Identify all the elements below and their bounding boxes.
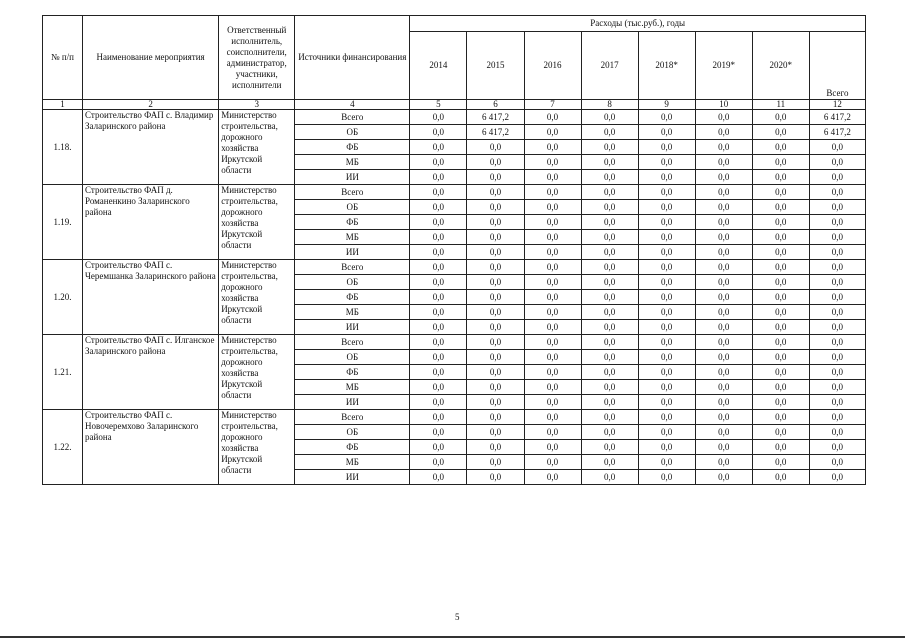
funding-source: ИИ: [295, 170, 410, 185]
column-number: 7: [524, 100, 581, 110]
year-value: 0,0: [695, 200, 752, 215]
total-value: 0,0: [809, 425, 865, 440]
table-row: [43, 110, 866, 125]
year-value: 0,0: [695, 140, 752, 155]
year-value: 0,0: [410, 305, 467, 320]
year-value: 0,0: [581, 440, 638, 455]
header-responsible: Ответственный исполнитель, соисполнители, администратор, участники, исполнители: [219, 16, 295, 100]
year-value: 0,0: [695, 275, 752, 290]
year-value: 0,0: [638, 320, 695, 335]
year-value: 0,0: [467, 470, 524, 485]
funding-source: ФБ: [295, 365, 410, 380]
year-value: 0,0: [524, 170, 581, 185]
year-value: 0,0: [638, 155, 695, 170]
column-number: 6: [467, 100, 524, 110]
year-value: 0,0: [752, 185, 809, 200]
total-value: 0,0: [809, 200, 865, 215]
year-value: 0,0: [410, 410, 467, 425]
year-value: 0,0: [695, 335, 752, 350]
year-value: 0,0: [752, 410, 809, 425]
year-value: 0,0: [410, 185, 467, 200]
funding-source: ФБ: [295, 140, 410, 155]
year-value: 0,0: [638, 260, 695, 275]
year-value: 0,0: [695, 110, 752, 125]
year-value: 0,0: [638, 170, 695, 185]
header-source: Источники финансирования: [295, 16, 410, 100]
total-value: 0,0: [809, 350, 865, 365]
year-value: 0,0: [752, 320, 809, 335]
column-number: 4: [295, 100, 410, 110]
funding-source: ИИ: [295, 395, 410, 410]
year-value: 0,0: [752, 380, 809, 395]
column-number: 9: [638, 100, 695, 110]
year-value: 0,0: [524, 470, 581, 485]
year-value: 0,0: [638, 290, 695, 305]
year-value: 0,0: [638, 410, 695, 425]
year-value: 0,0: [467, 170, 524, 185]
total-value: 6 417,2: [809, 110, 865, 125]
funding-source: Всего: [295, 185, 410, 200]
year-value: 0,0: [524, 155, 581, 170]
year-value: 0,0: [695, 155, 752, 170]
year-value: 0,0: [467, 200, 524, 215]
year-value: 0,0: [695, 365, 752, 380]
year-value: 0,0: [467, 350, 524, 365]
row-index: 1.22.: [43, 410, 83, 485]
year-value: 0,0: [410, 335, 467, 350]
funding-source: МБ: [295, 230, 410, 245]
total-value: 0,0: [809, 455, 865, 470]
year-value: 0,0: [410, 200, 467, 215]
year-value: 0,0: [581, 275, 638, 290]
event-name: Строительство ФАП с. Владимир Заларинского района: [83, 110, 219, 185]
year-value: 0,0: [410, 155, 467, 170]
year-value: 0,0: [752, 290, 809, 305]
row-index: 1.21.: [43, 335, 83, 410]
year-value: 0,0: [638, 470, 695, 485]
year-value: 0,0: [638, 305, 695, 320]
year-value: 0,0: [752, 155, 809, 170]
year-value: 0,0: [752, 215, 809, 230]
year-value: 0,0: [524, 185, 581, 200]
total-value: 0,0: [809, 305, 865, 320]
year-value: 0,0: [524, 290, 581, 305]
year-value: 0,0: [752, 200, 809, 215]
funding-source: ИИ: [295, 470, 410, 485]
table-row: [43, 410, 866, 425]
year-value: 0,0: [695, 245, 752, 260]
year-value: 0,0: [524, 275, 581, 290]
funding-source: Всего: [295, 410, 410, 425]
year-value: 0,0: [524, 335, 581, 350]
year-value: 0,0: [581, 470, 638, 485]
year-value: 0,0: [638, 110, 695, 125]
column-number: 3: [219, 100, 295, 110]
responsible-executor: Министерство строительства, дорожного хозяйства Иркутской области: [219, 185, 295, 260]
responsible-executor: Министерство строительства, дорожного хозяйства Иркутской области: [219, 260, 295, 335]
header-year: Всего: [809, 32, 865, 100]
responsible-executor: Министерство строительства, дорожного хозяйства Иркутской области: [219, 335, 295, 410]
funding-source: ИИ: [295, 245, 410, 260]
year-value: 6 417,2: [467, 110, 524, 125]
year-value: 0,0: [410, 170, 467, 185]
total-value: 0,0: [809, 395, 865, 410]
year-value: 0,0: [752, 395, 809, 410]
table-row: [43, 185, 866, 200]
year-value: 0,0: [638, 440, 695, 455]
year-value: 0,0: [752, 440, 809, 455]
year-value: 0,0: [695, 125, 752, 140]
total-value: 6 417,2: [809, 125, 865, 140]
year-value: 0,0: [467, 290, 524, 305]
year-value: 0,0: [467, 395, 524, 410]
funding-source: МБ: [295, 305, 410, 320]
year-value: 0,0: [467, 440, 524, 455]
header-year: 2019*: [695, 32, 752, 100]
year-value: 0,0: [638, 230, 695, 245]
year-value: 0,0: [410, 395, 467, 410]
header-num: № п/п: [43, 16, 83, 100]
year-value: 0,0: [638, 365, 695, 380]
year-value: 0,0: [524, 230, 581, 245]
year-value: 0,0: [638, 335, 695, 350]
total-value: 0,0: [809, 365, 865, 380]
funding-source: МБ: [295, 380, 410, 395]
year-value: 0,0: [410, 365, 467, 380]
funding-source: Всего: [295, 335, 410, 350]
year-value: 0,0: [752, 245, 809, 260]
page-number: 5: [455, 612, 460, 622]
total-value: 0,0: [809, 185, 865, 200]
year-value: 0,0: [695, 305, 752, 320]
year-value: 0,0: [581, 320, 638, 335]
year-value: 0,0: [467, 410, 524, 425]
year-value: 0,0: [467, 155, 524, 170]
year-value: 0,0: [695, 395, 752, 410]
year-value: 0,0: [524, 455, 581, 470]
year-value: 0,0: [752, 455, 809, 470]
year-value: 0,0: [752, 335, 809, 350]
year-value: 0,0: [581, 185, 638, 200]
year-value: 0,0: [638, 380, 695, 395]
year-value: 0,0: [410, 470, 467, 485]
year-value: 0,0: [524, 440, 581, 455]
year-value: 0,0: [581, 215, 638, 230]
funding-source: ФБ: [295, 290, 410, 305]
year-value: 0,0: [467, 335, 524, 350]
year-value: 0,0: [467, 380, 524, 395]
year-value: 0,0: [524, 395, 581, 410]
year-value: 0,0: [695, 440, 752, 455]
year-value: 0,0: [524, 320, 581, 335]
total-value: 0,0: [809, 320, 865, 335]
year-value: 0,0: [695, 320, 752, 335]
year-value: 0,0: [410, 230, 467, 245]
column-number: 1: [43, 100, 83, 110]
year-value: 0,0: [581, 245, 638, 260]
year-value: 0,0: [581, 365, 638, 380]
year-value: 0,0: [524, 365, 581, 380]
total-value: 0,0: [809, 275, 865, 290]
year-value: 0,0: [695, 350, 752, 365]
funding-source: ОБ: [295, 275, 410, 290]
year-value: 0,0: [467, 455, 524, 470]
year-value: 0,0: [752, 425, 809, 440]
year-value: 0,0: [581, 305, 638, 320]
funding-source: ФБ: [295, 440, 410, 455]
year-value: 0,0: [410, 260, 467, 275]
year-value: 0,0: [581, 125, 638, 140]
year-value: 0,0: [467, 140, 524, 155]
year-value: 0,0: [638, 425, 695, 440]
row-index: 1.19.: [43, 185, 83, 260]
funding-source: ОБ: [295, 425, 410, 440]
expenses-table: [42, 15, 866, 485]
total-value: 0,0: [809, 215, 865, 230]
year-value: 0,0: [524, 260, 581, 275]
year-value: 0,0: [467, 320, 524, 335]
year-value: 0,0: [638, 275, 695, 290]
header-year: 2014: [410, 32, 467, 100]
year-value: 0,0: [581, 350, 638, 365]
header-year: 2016: [524, 32, 581, 100]
header-expenses: Расходы (тыс.руб.), годы: [410, 16, 866, 32]
year-value: 0,0: [695, 230, 752, 245]
year-value: 0,0: [695, 185, 752, 200]
year-value: 6 417,2: [467, 125, 524, 140]
year-value: 0,0: [695, 470, 752, 485]
table-row: [43, 335, 866, 350]
year-value: 0,0: [638, 455, 695, 470]
header-year: 2018*: [638, 32, 695, 100]
year-value: 0,0: [410, 125, 467, 140]
year-value: 0,0: [695, 380, 752, 395]
year-value: 0,0: [581, 110, 638, 125]
total-value: 0,0: [809, 230, 865, 245]
year-value: 0,0: [752, 260, 809, 275]
year-value: 0,0: [752, 140, 809, 155]
responsible-executor: Министерство строительства, дорожного хозяйства Иркутской области: [219, 110, 295, 185]
year-value: 0,0: [638, 395, 695, 410]
row-index: 1.20.: [43, 260, 83, 335]
year-value: 0,0: [752, 350, 809, 365]
year-value: 0,0: [467, 185, 524, 200]
year-value: 0,0: [410, 440, 467, 455]
table-row: [43, 260, 866, 275]
year-value: 0,0: [752, 470, 809, 485]
event-name: Строительство ФАП с. Новочеремхово Заларинского района: [83, 410, 219, 485]
year-value: 0,0: [581, 230, 638, 245]
year-value: 0,0: [410, 140, 467, 155]
year-value: 0,0: [581, 395, 638, 410]
year-value: 0,0: [581, 410, 638, 425]
year-value: 0,0: [524, 110, 581, 125]
header-name: Наименование мероприятия: [83, 16, 219, 100]
total-value: 0,0: [809, 245, 865, 260]
year-value: 0,0: [752, 365, 809, 380]
total-value: 0,0: [809, 260, 865, 275]
year-value: 0,0: [467, 245, 524, 260]
funding-source: ФБ: [295, 215, 410, 230]
event-name: Строительство ФАП с. Илганское Заларинского района: [83, 335, 219, 410]
year-value: 0,0: [638, 245, 695, 260]
year-value: 0,0: [524, 245, 581, 260]
funding-source: МБ: [295, 155, 410, 170]
column-number: 11: [752, 100, 809, 110]
year-value: 0,0: [638, 140, 695, 155]
year-value: 0,0: [581, 260, 638, 275]
scan-edge-line: [0, 636, 905, 638]
year-value: 0,0: [638, 125, 695, 140]
year-value: 0,0: [524, 140, 581, 155]
year-value: 0,0: [467, 275, 524, 290]
year-value: 0,0: [581, 455, 638, 470]
responsible-executor: Министерство строительства, дорожного хозяйства Иркутской области: [219, 410, 295, 485]
year-value: 0,0: [524, 380, 581, 395]
year-value: 0,0: [524, 200, 581, 215]
year-value: 0,0: [752, 125, 809, 140]
event-name: Строительство ФАП д. Романенкино Заларинского района: [83, 185, 219, 260]
year-value: 0,0: [467, 305, 524, 320]
total-value: 0,0: [809, 170, 865, 185]
total-value: 0,0: [809, 290, 865, 305]
funding-source: ОБ: [295, 200, 410, 215]
year-value: 0,0: [581, 140, 638, 155]
year-value: 0,0: [581, 425, 638, 440]
year-value: 0,0: [467, 230, 524, 245]
year-value: 0,0: [410, 425, 467, 440]
year-value: 0,0: [752, 230, 809, 245]
year-value: 0,0: [524, 305, 581, 320]
year-value: 0,0: [410, 290, 467, 305]
header-year: 2020*: [752, 32, 809, 100]
year-value: 0,0: [695, 260, 752, 275]
funding-source: Всего: [295, 110, 410, 125]
year-value: 0,0: [581, 170, 638, 185]
year-value: 0,0: [695, 290, 752, 305]
year-value: 0,0: [581, 200, 638, 215]
year-value: 0,0: [467, 215, 524, 230]
total-value: 0,0: [809, 140, 865, 155]
event-name: Строительство ФАП с. Черемшанка Заларинского района: [83, 260, 219, 335]
year-value: 0,0: [638, 200, 695, 215]
year-value: 0,0: [410, 110, 467, 125]
year-value: 0,0: [695, 455, 752, 470]
header-year: 2015: [467, 32, 524, 100]
year-value: 0,0: [752, 275, 809, 290]
year-value: 0,0: [467, 425, 524, 440]
year-value: 0,0: [638, 215, 695, 230]
column-number: 8: [581, 100, 638, 110]
total-value: 0,0: [809, 470, 865, 485]
year-value: 0,0: [410, 275, 467, 290]
header-year: 2017: [581, 32, 638, 100]
year-value: 0,0: [410, 215, 467, 230]
year-value: 0,0: [695, 170, 752, 185]
year-value: 0,0: [410, 320, 467, 335]
year-value: 0,0: [410, 245, 467, 260]
total-value: 0,0: [809, 335, 865, 350]
year-value: 0,0: [581, 380, 638, 395]
year-value: 0,0: [524, 350, 581, 365]
year-value: 0,0: [752, 170, 809, 185]
funding-source: Всего: [295, 260, 410, 275]
year-value: 0,0: [524, 410, 581, 425]
total-value: 0,0: [809, 440, 865, 455]
year-value: 0,0: [524, 425, 581, 440]
year-value: 0,0: [581, 290, 638, 305]
column-number: 12: [809, 100, 865, 110]
year-value: 0,0: [410, 350, 467, 365]
funding-source: ИИ: [295, 320, 410, 335]
year-value: 0,0: [467, 365, 524, 380]
year-value: 0,0: [752, 110, 809, 125]
total-value: 0,0: [809, 380, 865, 395]
total-value: 0,0: [809, 410, 865, 425]
column-number: 2: [83, 100, 219, 110]
column-number: 10: [695, 100, 752, 110]
year-value: 0,0: [410, 455, 467, 470]
funding-source: МБ: [295, 455, 410, 470]
year-value: 0,0: [581, 335, 638, 350]
year-value: 0,0: [524, 125, 581, 140]
year-value: 0,0: [638, 350, 695, 365]
year-value: 0,0: [638, 185, 695, 200]
total-value: 0,0: [809, 155, 865, 170]
year-value: 0,0: [752, 305, 809, 320]
year-value: 0,0: [695, 425, 752, 440]
row-index: 1.18.: [43, 110, 83, 185]
funding-source: ОБ: [295, 125, 410, 140]
column-number: 5: [410, 100, 467, 110]
year-value: 0,0: [695, 410, 752, 425]
year-value: 0,0: [524, 215, 581, 230]
funding-source: ОБ: [295, 350, 410, 365]
year-value: 0,0: [410, 380, 467, 395]
year-value: 0,0: [467, 260, 524, 275]
year-value: 0,0: [581, 155, 638, 170]
year-value: 0,0: [695, 215, 752, 230]
